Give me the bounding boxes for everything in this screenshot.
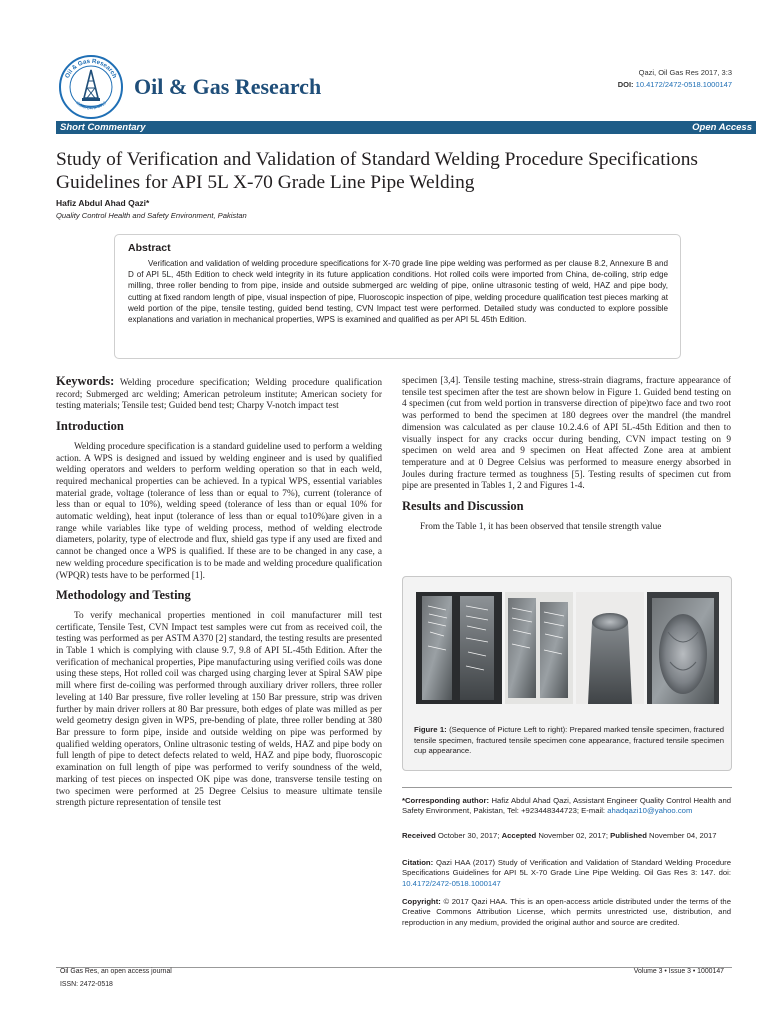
citation-text: Qazi HAA (2017) Study of Verification and Validation of Standard Welding Procedure Specifications Guidelines for API 5L X-70 Grade Line Pipe Welding. Oil Gas Res 3: 147. doi: (402, 858, 732, 878)
doi-link[interactable]: 10.4172/2472-0518.1000147 (635, 80, 732, 89)
footer-volume: Volume 3 • Issue 3 • 1000147 (633, 968, 724, 975)
photo-fractured-specimen (505, 592, 573, 704)
author-name: Hafiz Abdul Ahad Qazi* (56, 198, 150, 208)
results-heading: Results and Discussion (402, 499, 524, 514)
journal-logo (58, 54, 124, 120)
citation-header (618, 67, 732, 91)
article-type: Short Commentary (60, 122, 146, 133)
keywords-label: Keywords: (56, 374, 115, 388)
logo-issn: ISSN: 2472-0518 (74, 100, 108, 111)
logo-ring-text: Oil & Gas Research (63, 57, 119, 80)
corresponding-author-text: Hafiz Abdul Ahad Qazi, Assistant Engineer Quality Control Health and Safety Environment, Pakistan, Tel: +923448344723; E-mail: (402, 796, 731, 816)
copyright-block (402, 897, 731, 928)
introduction-text: Welding procedure specification is a standard guideline used to perform a welding action. A WPS is designed and issued by welding engineer and is used by qualified welding operators and welders to perform welding operation so that in each weld, required mechanical properties can be achieved. In a typical WPS, essential variables material grade, voltage (tolerance of less than or equal to 7%), current (tolerance of less than or equal to 10%), welding speed (tolerance of less than or equal 10% for automatic welding), heat input (tolerance of less than or equal to10%)are given in a range while variables like type of welding process, method of welding electrode diameters, polarity, type of electrode and flux, shield gas type if any used are fixed and cannot be changed once a WPS is qualified. If these are to be changed in any case, a new welding procedure specification is to be made and welding procedure qualification (WPQR) tests have to be performed [1]. (56, 441, 382, 581)
methodology-text: To verify mechanical properties mentioned in coil manufacturer mill test certificate, Tensile Test, CVN Impact test samples were cut from as received coil, the testing was performed as per ASTM A370 [2] standard, the testing results are presented in Table 1 which is complying with clause 9.7, 9.8 of API 5L-45th Edition. After the verification of mechanical properties, Pipe manufacturing using verified coils was done using these steps, Hot rolled coil was charged using charging lever at Spiral SAW pipe mill where first de-coiling was performed through auxiliary driver rollers, three roller leveling at 140 Bar pressure, five roller leveling at 150 Bar pressure, strip was driven further by main driver rollers at 80 Bar pressure, both edges of plate was milled as per weld geometry design given in WPS, pre-bending of plate, three roller bending at 380 Bar pressure to form pipe, inside and outside welding on pipe was performed by qualified welding operators, Online ultrasonic testing of welds, HAZ and pipe body on full length of pipe to detect defects related to weld, HAZ and pipe body, fluoroscopic examination on full length of pipe was performed to verify soundness of the weld, marking of test pieces on inspected OK pipe was done, transverse tensile testing on two specimen were performed at 25 Degree Celsius to measure ultimate tensile strength picture representation of tensile test (56, 610, 382, 809)
abstract-heading: Abstract (128, 242, 171, 254)
keywords-paragraph (56, 376, 382, 413)
figure-1-label: Figure 1: (414, 725, 447, 734)
info-divider (402, 787, 732, 788)
copyright-label: Copyright: (402, 897, 441, 906)
author-email-link[interactable]: ahadqazi10@yahoo.com (607, 806, 693, 816)
article-dates (402, 831, 731, 841)
published-date: November 04, 2017 (649, 831, 717, 840)
cite-line: Qazi, Oil Gas Res 2017, 3:3 (638, 68, 732, 77)
accepted-date: November 02, 2017; (538, 831, 609, 840)
citation-label: Citation: (402, 858, 434, 867)
open-access-label: Open Access (692, 122, 752, 133)
figure-1-caption-text: (Sequence of Picture Left to right): Prepared marked tensile specimen, fractured tensile specimen, fractured tensile specimen cone appearance, fractured tensile specimen cup appearance. (414, 725, 725, 755)
corresponding-author (402, 796, 731, 817)
citation-doi-link[interactable]: 10.4172/2472-0518.1000147 (402, 878, 501, 888)
photo-cup-appearance (647, 592, 719, 704)
footer-issn: ISSN: 2472-0518 (60, 981, 113, 988)
introduction-heading: Introduction (56, 419, 124, 434)
continued-text: specimen [3,4]. Tensile testing machine, stress-strain diagrams, fracture appearance of tensile test specimen after the test are shown below in Figure 1. Guided bend testing on 4 specimen (cut from weld portion in transverse direction of pipe)two face and two root was performed to bend the specimen at 180 degrees over the mandrel (the mandrel dimension was calculated as per clause 10.2.4.6 of API 5L-45th Edition and then to visually inspect for any cracks occur during bending, CVN impact testing on 9 specimen on weld area and 9 specimen on Heat affected Zone area at ambient temperature and at 0 Degree Celsius was performed to measure energy absorbed in Joules during fracture termed as toughness [5]. Testing results of specimen cut from pipe are presented in Tables 1, 2 and Figures 1-4. (402, 376, 731, 492)
figure-1-photos (416, 592, 719, 704)
citation-block (402, 858, 731, 889)
photo-cone-appearance (576, 592, 644, 704)
article-type-band (56, 121, 756, 134)
footer-journal: Oil Gas Res, an open access journal (60, 968, 172, 975)
abstract-box (114, 234, 681, 359)
received-label: Received (402, 831, 436, 840)
right-column (402, 376, 731, 533)
figure-1-caption (414, 725, 724, 757)
left-column (56, 376, 382, 810)
photo-marked-specimen (416, 592, 502, 704)
journal-title[interactable]: Oil & Gas Research (134, 74, 322, 99)
article-title: Study of Verification and Validation of Standard Welding Procedure Specifications Guidelines for API 5L X-70 Grade Line Pipe Welding (56, 149, 698, 193)
copyright-text: © 2017 Qazi HAA. This is an open-access article distributed under the terms of the Creative Commons Attribution License, which permits unrestricted use, distribution, and reproduction in any medium, provided the original author and source are credited. (402, 897, 731, 927)
accepted-label: Accepted (501, 831, 537, 840)
figure-1 (402, 576, 732, 771)
abstract-text: Verification and validation of welding procedure specifications for X-70 grade line pipe welding was performed as per clause 8.2, Annexure B and D of API 5L, 45th Edition to check weld integrity in its future application conditions. Hot rolled coils were imported from China, de-coiling, strip edge milling, three roller bending to from pipe, inside and outside submerged arc welding of pipe, online ultrasonic testing of weld, HAZ and pipe body, cutting at fixed random length of pipe, visual inspection of pipe, Fluoroscopic inspection of pipe, welding procedure qualification test pieces marking at weld portion of the pipe, tensile testing, guided bend testing, CVN Impact test were performed. Detailed study was conducted to explore possible explanations and variation in mechanical properties, WPS is examined and qualified as per API 5L 45th Edition. (128, 259, 668, 325)
results-text: From the Table 1, it has been observed that tensile strength value (420, 521, 662, 532)
doi-label: DOI: (617, 80, 634, 89)
author-affiliation: Quality Control Health and Safety Environment, Pakistan (56, 211, 247, 220)
keywords-text: Welding procedure specification; Welding procedure qualification record; Submerged arc welding; American petroleum institute; American society for testing materials; Tensile test; Guided bend test; Charpy V-notch impact test (56, 378, 382, 412)
corresponding-author-label: *Corresponding author: (402, 796, 490, 805)
published-label: Published (610, 831, 647, 840)
methodology-heading: Methodology and Testing (56, 588, 191, 603)
received-date: October 30, 2017; (437, 831, 500, 840)
